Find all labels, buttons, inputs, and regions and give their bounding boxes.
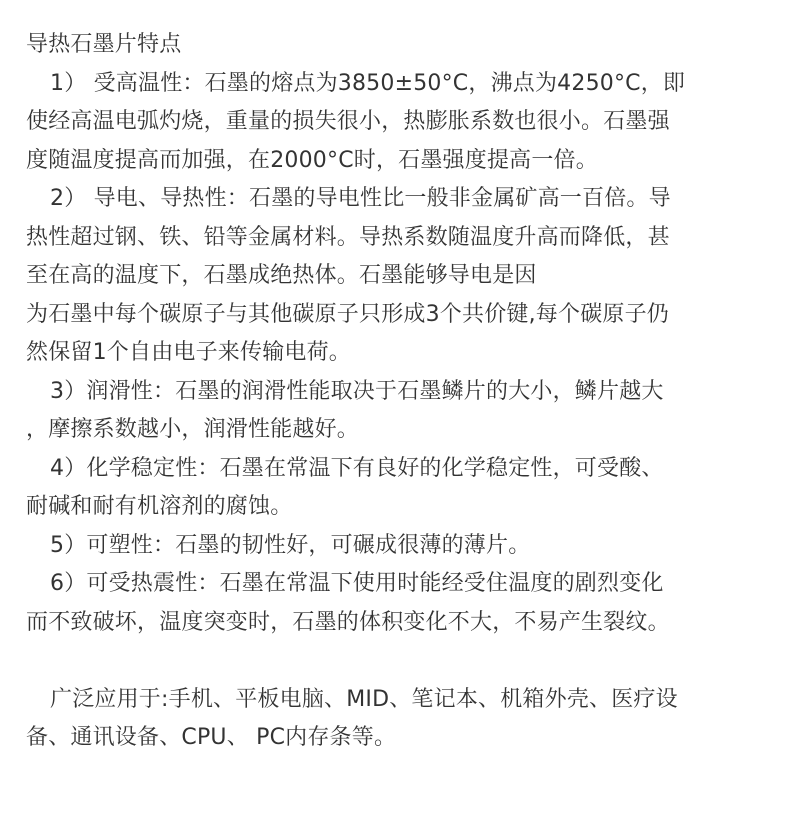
document-body [26,26,771,758]
paragraph-line: 热性超过钢、铁、铅等金属材料。导热系数随温度升高而降低，甚 [26,224,670,250]
paragraph-line: 6）可受热震性：石墨在常温下使用时能经受住温度的剧烈变化 [50,571,664,596]
paragraph-line: 5）可塑性：石墨的韧性好，可碾成很薄的薄片。 [50,532,531,558]
paragraph-line: ，摩擦系数越小，润滑性能越好。 [26,417,360,442]
paragraph-line: 耐碱和耐有机溶剂的腐蚀。 [26,494,293,519]
blank-line [26,642,771,681]
document-title: 导热石墨片特点 [26,32,182,57]
paragraph-line: 至在高的温度下，石墨成绝热体。石墨能够导电是因 [26,263,537,288]
application-line: 广泛应用于:手机、平板电脑、MID、笔记本、机箱外壳、医疗设 [50,686,678,712]
application-line: 备、通讯设备、CPU、 PC内存条等。 [26,725,397,750]
paragraph-line: 2） 导电、导热性：石墨的导电性比一般非金属矿高一百倍。导 [50,186,671,211]
paragraph-line: 而不致破坏，温度突变时，石墨的体积变化不大，不易产生裂纹。 [26,609,670,635]
paragraph-line: 为石墨中每个碳原子与其他碳原子只形成3个共价键,每个碳原子仍 [26,301,669,327]
paragraph-line: 使经高温电弧灼烧，重量的损失很小，热膨胀系数也很小。石墨强 [26,109,670,134]
paragraph-line: 1） 受高温性：石墨的熔点为3850±50°C，沸点为4250°C，即 [50,70,686,96]
paragraph-line: 4）化学稳定性：石墨在常温下有良好的化学稳定性，可受酸、 [50,455,664,481]
paragraph-line: 3）润滑性：石墨的润滑性能取决于石墨鳞片的大小，鳞片越大 [50,378,664,404]
paragraph-line: 度随温度提高而加强，在2000°C时，石墨强度提高一倍。 [26,147,598,173]
paragraph-line: 然保留1个自由电子来传输电荷。 [26,340,351,365]
